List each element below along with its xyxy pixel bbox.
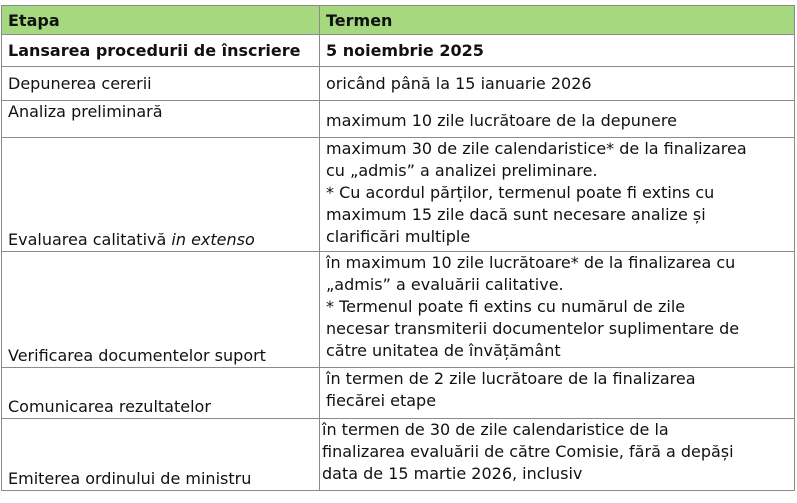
table-header-row — [2, 6, 795, 35]
deadline-line: * Termenul poate fi extins cu numărul de zile — [326, 297, 686, 316]
deadline-line: către unitatea de învățământ — [326, 341, 561, 360]
stage-cell: Comunicarea rezultatelor — [2, 368, 320, 419]
deadline-cell — [320, 138, 795, 252]
deadline-line: 5 noiembrie 2025 — [326, 40, 484, 60]
stage-cell — [2, 101, 320, 138]
deadline-line: în termen de 30 de zile calendaristice de la — [322, 420, 669, 439]
stage-cell: Emiterea ordinului de ministru — [2, 419, 320, 491]
stage-cell: Verificarea documentelor suport — [2, 252, 320, 368]
stage-text-italic: in extenso — [171, 230, 255, 249]
deadline-line: necesar transmiterii documentelor suplimentare de — [326, 319, 740, 338]
stage-cell: Lansarea procedurii de înscriere — [2, 35, 320, 67]
table-row — [2, 35, 795, 67]
header-deadline: Termen — [320, 6, 795, 35]
stage-cell: Depunerea cererii — [2, 67, 320, 101]
deadline-line: oricând până la 15 ianuarie 2026 — [326, 73, 592, 93]
stage-cell — [2, 138, 320, 252]
table-row — [2, 252, 795, 368]
table-row — [2, 368, 795, 419]
deadline-line: în maximum 10 zile lucrătoare* de la finalizarea cu — [326, 253, 736, 272]
deadline-line: în termen de 2 zile lucrătoare de la finalizarea — [326, 369, 696, 388]
deadline-line: cu „admis” a analizei preliminare. — [326, 161, 598, 180]
header-stage: Etapa — [2, 6, 320, 35]
deadline-line: maximum 10 zile lucrătoare de la depunere — [326, 111, 677, 130]
table-row — [2, 67, 795, 101]
stage-text: Evaluarea calitativă — [8, 230, 172, 249]
deadline-cell — [320, 67, 795, 101]
schedule-table — [1, 5, 795, 491]
deadline-line: maximum 15 zile dacă sunt necesare analize și — [326, 205, 706, 224]
deadline-line: „admis” a evaluării calitative. — [326, 275, 564, 294]
deadline-line: data de 15 martie 2026, inclusiv — [322, 464, 583, 483]
deadline-cell — [320, 252, 795, 368]
deadline-line: maximum 30 de zile calendaristice* de la finalizarea — [326, 139, 747, 158]
deadline-line: * Cu acordul părților, termenul poate fi extins cu — [326, 183, 715, 202]
deadline-line: clarificări multiple — [326, 227, 471, 246]
deadline-cell — [320, 419, 795, 491]
deadline-cell — [320, 101, 795, 138]
stage-text: Analiza — [8, 102, 72, 121]
deadline-line: finalizarea evaluării de către Comisie, fără a depăși — [322, 442, 734, 461]
deadline-line: fiecărei etape — [326, 391, 437, 410]
deadline-cell — [320, 35, 795, 67]
table-row — [2, 419, 795, 491]
deadline-cell — [320, 368, 795, 419]
stage-text: preliminară — [71, 102, 163, 121]
table-row — [2, 138, 795, 252]
table-row — [2, 101, 795, 138]
